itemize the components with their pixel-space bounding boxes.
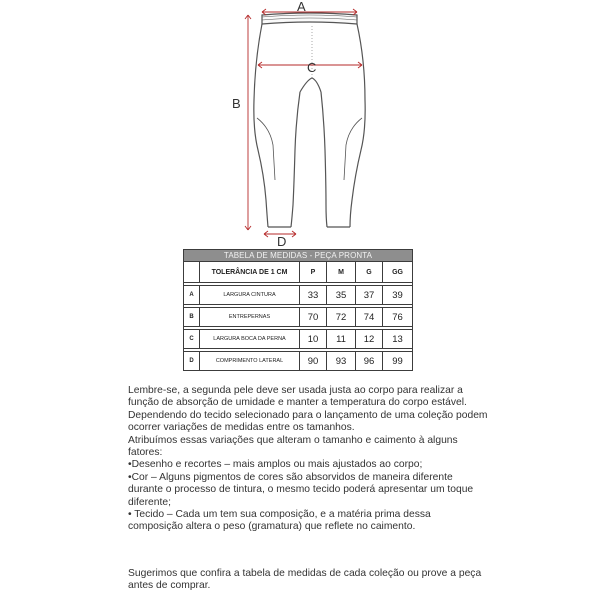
row-value-g: 37: [356, 286, 383, 305]
row-value-g: 74: [356, 308, 383, 327]
row-value-gg: 99: [383, 352, 413, 371]
table-row-c: [184, 330, 413, 349]
label-a: A: [297, 0, 306, 14]
row-value-gg: 76: [383, 308, 413, 327]
size-header-gg: GG: [383, 262, 413, 283]
row-letter: D: [184, 352, 200, 371]
notes-bullet-2: •Cor – Alguns pigmentos de cores são absorvidos de maneira diferente durante o processo de tintura, o mesmo tecido poderá apresentar um toque diferente;: [128, 471, 474, 508]
size-table: [183, 249, 413, 371]
leggings-illustration: [0, 0, 600, 250]
label-b: B: [232, 96, 241, 111]
table-header-row: [184, 262, 413, 283]
notes-paragraph-3: Atribuímos essas variações que alteram o tamanho e caimento à alguns fatores:: [128, 434, 458, 459]
notes-closing-block: [128, 568, 488, 593]
row-value-gg: 13: [383, 330, 413, 349]
size-header-g: G: [356, 262, 383, 283]
label-c: C: [307, 60, 317, 75]
row-value-p: 33: [300, 286, 327, 305]
row-value-m: 35: [327, 286, 356, 305]
row-value-m: 93: [327, 352, 356, 371]
table-row-a: [184, 286, 413, 305]
row-value-g: 12: [356, 330, 383, 349]
notes-block: [128, 385, 488, 534]
notes-paragraph-1: Lembre-se, a segunda pele deve ser usada justa ao corpo para realizar a função de absorção de umidade e manter a temperatura do corpo estável.: [128, 385, 467, 409]
row-label: ENTREPERNAS: [200, 308, 300, 327]
table-row-b: [184, 308, 413, 327]
row-label: LARGURA CINTURA: [200, 286, 300, 305]
row-letter: A: [184, 286, 200, 305]
row-label: COMPRIMENTO LATERAL: [200, 352, 300, 371]
row-letter: C: [184, 330, 200, 349]
row-letter: B: [184, 308, 200, 327]
label-d: D: [277, 234, 287, 249]
row-value-p: 10: [300, 330, 327, 349]
row-value-m: 11: [327, 330, 356, 349]
notes-paragraph-2: Dependendo do tecido selecionado para o lançamento de uma coleção podem ocorrer variações de medidas entre os tamanhos.: [128, 409, 488, 434]
tolerance-header: TOLERÂNCIA DE 1 CM: [200, 262, 300, 283]
row-value-p: 70: [300, 308, 327, 327]
table-title-row: [184, 250, 413, 262]
size-header-m: M: [327, 262, 356, 283]
notes-closing: Sugerimos que confira a tabela de medidas de cada coleção ou prove a peça antes de comprar.: [128, 568, 482, 592]
row-value-gg: 39: [383, 286, 413, 305]
row-label: LARGURA BOCA DA PERNA: [200, 330, 300, 349]
notes-bullet-3: • Tecido – Cada um tem sua composição, e a matéria prima dessa composição altera o peso (gramatura) que reflete no caimento.: [128, 509, 431, 533]
table-title: TABELA DE MEDIDAS - PEÇA PRONTA: [184, 250, 413, 262]
row-value-p: 90: [300, 352, 327, 371]
table-row-d: [184, 352, 413, 371]
leggings-outline: [254, 13, 365, 227]
row-value-m: 72: [327, 308, 356, 327]
size-header-p: P: [300, 262, 327, 283]
row-value-g: 96: [356, 352, 383, 371]
notes-bullet-1: •Desenho e recortes – mais amplos ou mais ajustados ao corpo;: [128, 459, 423, 471]
header-corner: [184, 262, 200, 283]
